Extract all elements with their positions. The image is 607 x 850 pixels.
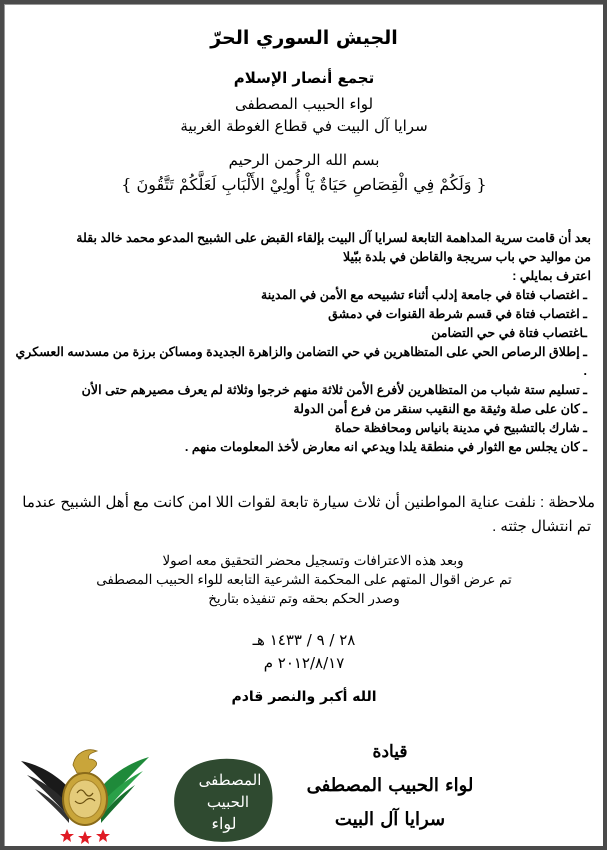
eagle-head-icon — [73, 750, 97, 773]
brigade-logo-badge-icon — [168, 755, 278, 845]
confession-item: ـ شارك بالتشبيح في مدينة بانياس ومحافظة حماة — [334, 421, 587, 435]
statement-body — [15, 229, 591, 457]
header-army: الجيش السوري الحرّ — [210, 27, 398, 49]
brigade-logo-text-1: المصطفى — [198, 771, 262, 789]
confession-item: ـ كان يجلس مع الثوار في منطقة يلدا ويدعي انه معارض لأخذ المعلومات منهم . — [184, 440, 587, 454]
intro-line-2: من مواليد حي باب سريجة والقاطن في بلدة ببّيلا — [343, 250, 591, 264]
confession-item: ـاغتصاب فتاة في حي التضامن — [431, 326, 587, 340]
execution-dates — [5, 629, 603, 675]
signature-block — [305, 735, 475, 837]
brigade-logo-text-3: لواء — [211, 814, 237, 833]
note-line-2: تم انتشال جثته . — [492, 518, 591, 535]
closing-line-3: وصدر الحكم بحقه وتم تنفيذه بتاريخ — [208, 591, 400, 606]
closing-line-2: تم عرض اقوال المتهم على المحكمة الشرعية التابعه للواء الحبيب المصطفى — [96, 572, 512, 587]
brigade-logo-text-2: الحبيب — [206, 793, 250, 811]
signature-line-1: قيادة — [372, 742, 408, 762]
fsa-eagle-emblem — [17, 743, 153, 845]
quran-verse: { وَلَكُمْ فِي الْقِصَاصِ حَيَاةٌ يَاْ أُولِيْ الأَلْبَابِ لَعَلَّكُمْ تَتَّقُونَ } — [121, 175, 487, 194]
note-section — [13, 491, 595, 539]
takbir: الله أكبر والنصر قادم — [231, 689, 377, 705]
confession-item: ـ كان على صلة وثيقة مع النقيب سنقر من فرع أمن الدولة — [293, 402, 587, 416]
gregorian-date: ٢٠١٢/٨/١٧ م — [263, 654, 345, 672]
confessed-label: اعترف بمايلي : — [512, 269, 591, 283]
closing-line-1: وبعد هذه الاعترافات وتسجيل محضر التحقيق معه اصولا — [162, 553, 464, 568]
brigade-logo — [168, 755, 278, 845]
hijri-date: ٢٨ / ٩ / ١٤٣٣ هـ — [252, 631, 356, 649]
confession-item: ـ اغتصاب فتاة في جامعة إدلب أثناء تشبيحه مع الأمن في المدينة — [260, 288, 587, 302]
header-brigade: لواء الحبيب المصطفى — [234, 95, 374, 113]
document-page — [4, 4, 603, 846]
confession-item: ـ اغتصاب فتاة في قسم شرطة القنوات في دمشق — [328, 307, 587, 321]
signature-line-3: سرايا آل البيت — [334, 809, 446, 830]
basmala: بسم الله الرحمن الرحيم — [228, 151, 380, 169]
note-line-1: ملاحظة : نلفت عناية المواطنين أن ثلاث سيارة تابعة لقوات اللا امن كانت مع أهل الشبيح عندما — [22, 494, 595, 511]
closing-section — [5, 551, 603, 608]
confession-item: ـ تسليم ستة شباب من المتظاهرين لأفرع الأمن ثلاثة منهم خرجوا وثلاثة لم يعرف مصيرهم حتى الأن — [81, 383, 587, 397]
intro-line-1: بعد أن قامت سرية المداهمة التابعة لسرايا آل البيت بإلقاء القبض على الشبيح المدعو محمد خالد بقلة — [76, 231, 591, 245]
header-sector: سرايا آل البيت في قطاع الغوطة الغربية — [180, 117, 428, 135]
confession-item: ـ إطلاق الرصاص الحي على المتظاهرين في حي التضامن والزاهرة الجديدة ومساكن برزة من مسدسه العسكري . — [15, 345, 587, 378]
header-group: تجمع أنصار الإسلام — [233, 69, 375, 87]
signature-line-2: لواء الحبيب المصطفى — [306, 775, 474, 796]
stars-icon — [60, 829, 110, 844]
